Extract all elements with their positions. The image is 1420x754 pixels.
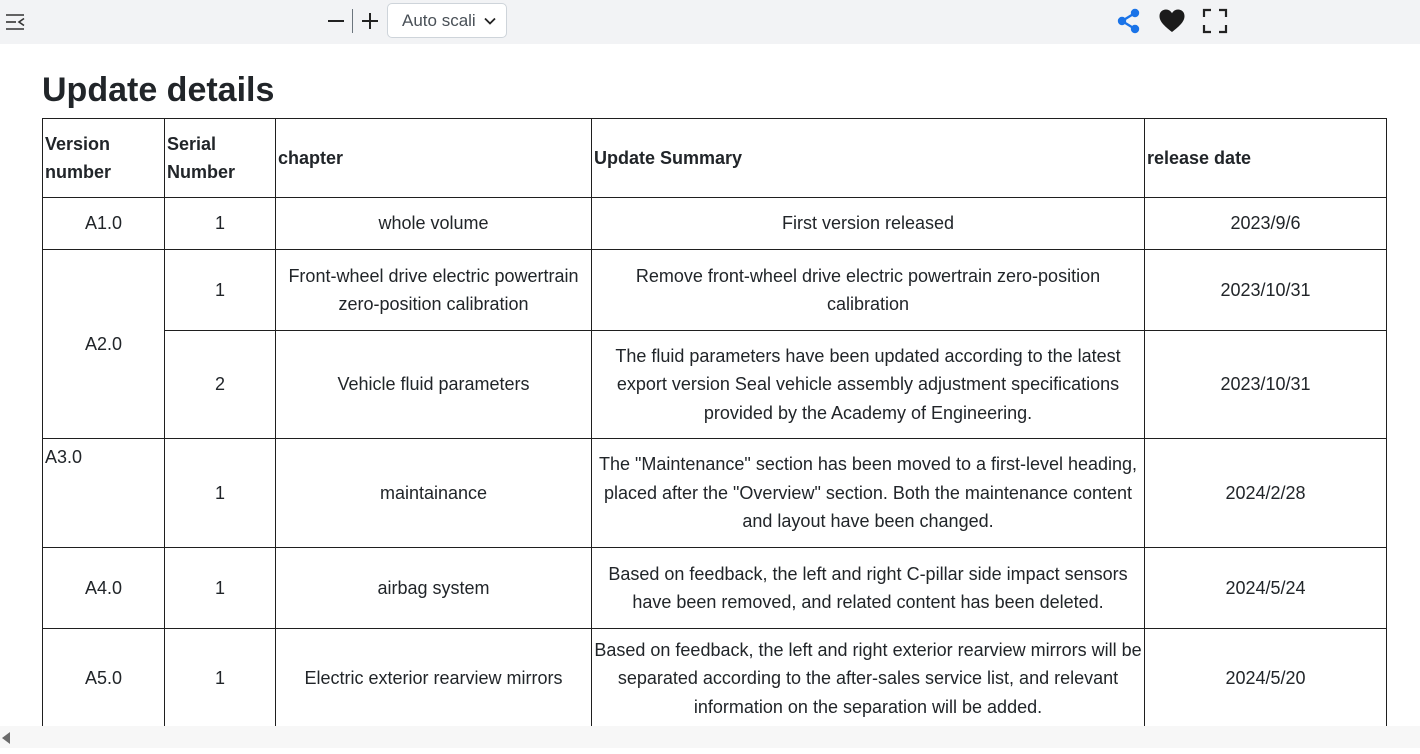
cell-date: 2024/5/24: [1145, 548, 1387, 629]
cell-serial: 1: [165, 629, 276, 729]
table-row: [43, 198, 1387, 250]
header-serial-number: Serial Number: [165, 119, 276, 198]
share-icon: [1115, 7, 1143, 35]
favorite-button[interactable]: [1157, 6, 1187, 36]
header-update-summary: Update Summary: [592, 119, 1145, 198]
sidebar-toggle-button[interactable]: [2, 8, 30, 36]
cell-date: 2024/5/20: [1145, 629, 1387, 729]
cell-date: 2023/9/6: [1145, 198, 1387, 250]
cell-summary: Based on feedback, the left and right exterior rearview mirrors will be separated according to the after-sales service list, and relevant information on the separation will be added.: [592, 629, 1145, 729]
menu-icon: [4, 12, 28, 32]
fullscreen-icon: [1201, 7, 1229, 35]
cell-summary: Remove front-wheel drive electric powertrain zero-position calibration: [592, 250, 1145, 331]
cell-summary: The "Maintenance" section has been moved to a first-level heading, placed after the "Overview" section. Both the maintenance content and layout have been changed.: [592, 439, 1145, 548]
cell-summary: Based on feedback, the left and right C-pillar side impact sensors have been removed, and related content has been deleted.: [592, 548, 1145, 629]
heart-icon: [1158, 8, 1186, 34]
table-row: [43, 629, 1387, 729]
cell-version: A4.0: [43, 548, 165, 629]
cell-summary: First version released: [592, 198, 1145, 250]
table-row: [43, 548, 1387, 629]
zoom-out-button[interactable]: [322, 6, 350, 36]
header-version-number: Version number: [43, 119, 165, 198]
cell-chapter: Vehicle fluid parameters: [276, 331, 592, 439]
cell-version: A3.0: [43, 439, 165, 548]
header-chapter: chapter: [276, 119, 592, 198]
zoom-select-value: Auto scali: [402, 10, 476, 30]
table-row: [43, 331, 1387, 439]
table-header-row: [43, 119, 1387, 198]
viewer-toolbar: [0, 0, 1420, 44]
scroll-left-arrow-icon[interactable]: [0, 731, 12, 745]
cell-summary: The fluid parameters have been updated according to the latest export version Seal vehicle assembly adjustment specifications provided by the Academy of Engineering.: [592, 331, 1145, 439]
share-button[interactable]: [1114, 6, 1144, 36]
cell-date: 2023/10/31: [1145, 331, 1387, 439]
cell-chapter: Electric exterior rearview mirrors: [276, 629, 592, 729]
cell-version: A1.0: [43, 198, 165, 250]
horizontal-scrollbar[interactable]: [0, 726, 1420, 754]
table-row: [43, 439, 1387, 548]
table-row: [43, 250, 1387, 331]
cell-serial: 1: [165, 198, 276, 250]
update-details-table: [42, 118, 1387, 729]
cell-chapter: whole volume: [276, 198, 592, 250]
zoom-select[interactable]: [387, 3, 507, 38]
scrollbar-track[interactable]: [0, 726, 1420, 748]
toolbar-divider: [352, 9, 353, 33]
minus-icon: [326, 11, 346, 31]
cell-serial: 1: [165, 548, 276, 629]
cell-chapter: airbag system: [276, 548, 592, 629]
zoom-in-button[interactable]: [356, 6, 384, 36]
fullscreen-button[interactable]: [1200, 6, 1230, 36]
cell-version: A5.0: [43, 629, 165, 729]
cell-date: 2023/10/31: [1145, 250, 1387, 331]
chevron-down-icon: [483, 14, 497, 28]
cell-version: A2.0: [43, 250, 165, 439]
cell-serial: 1: [165, 439, 276, 548]
header-release-date: release date: [1145, 119, 1387, 198]
cell-chapter: Front-wheel drive electric powertrain zero-position calibration: [276, 250, 592, 331]
cell-date: 2024/2/28: [1145, 439, 1387, 548]
page-title: Update details: [42, 71, 275, 109]
cell-serial: 2: [165, 331, 276, 439]
document-content: [42, 66, 1386, 729]
plus-icon: [360, 11, 380, 31]
cell-serial: 1: [165, 250, 276, 331]
cell-chapter: maintainance: [276, 439, 592, 548]
